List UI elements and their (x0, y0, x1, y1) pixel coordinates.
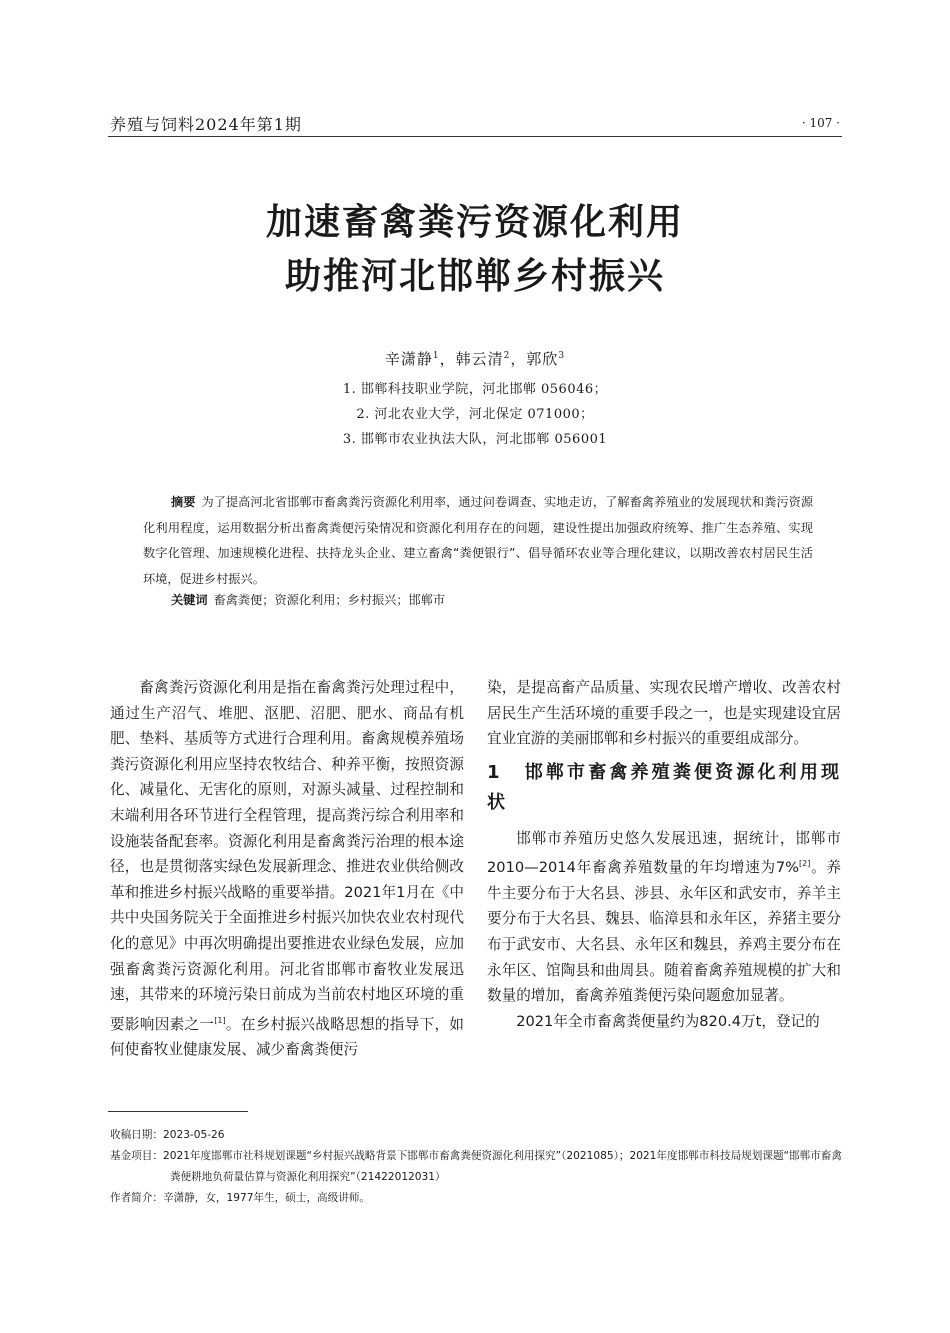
body-paragraph (487, 826, 841, 1009)
section-title: 邯郸市畜禽养殖粪便资源化利用现状 (487, 761, 841, 813)
keywords (171, 591, 445, 608)
section-heading (487, 758, 841, 818)
header-divider (108, 136, 842, 137)
citation-ref: [2] (799, 859, 811, 869)
footnote-divider (108, 1111, 248, 1112)
author-affiliation-mark: 2 (503, 351, 511, 361)
paragraph-text: 邯郸市养殖历史悠久发展迅速，据统计，邯郸市2010—2014年畜禽养殖数量的年均增速为7% (487, 829, 841, 877)
abstract-text: 为了提高河北省邯郸市畜禽粪污资源化利用率，通过问卷调查、实地走访，了解畜禽养殖业的发展现状和粪污资源化利用程度，运用数据分析出畜禽粪便污染情况和资源化利用存在的问题，建设性提出加强政府统筹、推广生态养殖、实现数字化管理、加速规模化进程、扶持龙头企业、建立畜禽“粪便银行”、倡导循环农业等合理化建议，以期改善农村居民生活环境，促进乡村振兴。 (143, 495, 814, 586)
author-bio: 作者简介：辛潇静，女，1977年生，硕士，高级讲师。 (110, 1192, 371, 1204)
fund-text: 2021年度邯郸市社科规划课题“乡村振兴战略背景下邯郸市畜禽粪便资源化利用探究”（2021085）；2021年度邯郸市科技局规划课题“邯郸市畜禽粪便耕地负荷量估算与资源化利用探究”（21422012031） (162, 1150, 842, 1183)
author-name: 郭欣 (526, 350, 559, 368)
body-paragraph (110, 675, 464, 1063)
article-title-line-2: 助推河北邯郸乡村振兴 (284, 256, 665, 297)
author-name: 辛潇静 (384, 350, 433, 368)
citation-ref: [1] (214, 1015, 226, 1025)
keywords-text: 畜禽粪便；资源化利用；乡村振兴；邯郸市 (213, 593, 446, 607)
article-title-line-1: 加速畜禽粪污资源化利用 (265, 202, 684, 243)
body-paragraph: 2021年全市畜禽粪便量约为820.4万t，登记的 (516, 1012, 820, 1030)
received-date: 收稿日期：2023-05-26 (110, 1129, 225, 1141)
body-column-right (487, 675, 841, 1034)
fund-info (110, 1146, 845, 1188)
affiliation-1: 1. 邯郸科技职业学院，河北邯郸 056046； (342, 382, 608, 397)
author-affiliation-mark: 3 (558, 351, 566, 361)
paragraph-text: 畜禽粪污资源化利用是指在畜禽粪污处理过程中，通过生产沼气、堆肥、沤肥、沼肥、肥水、商品有机肥、垫料、基质等方式进行合理利用。畜禽规模养殖场粪污资源化利用应坚持农牧结合、种养平衡，按照资源化、减量化、无害化的原则，对源头减量、过程控制和末端利用各环节进行全程管理，提高粪污综合利用率和设施装备配套率。资源化利用是畜禽粪污治理的根本途径，也是贯彻落实绿色发展新理念、推进农业供给侧改革和推进乡村振兴战略的重要举措。2021年1月在《中共中央国务院关于全面推进乡村振兴加快农业农村现代化的意见》中再次明确提出要推进农业绿色发展，应加强畜禽粪污资源化利用。河北省邯郸市畜牧业发展迅速，其带来的环境污染日前成为当前农村地区环境的重要影响因素之一 (110, 679, 464, 1033)
fund-label: 基金项目： (110, 1150, 163, 1162)
paragraph-text: 。在乡村振兴战略思想的指导下，如何使畜牧业健康发展、减少畜禽粪便污 (110, 1015, 464, 1059)
abstract-label: 摘要 (171, 495, 196, 509)
keywords-label: 关键词 (171, 593, 208, 607)
author-name: 韩云清 (455, 350, 504, 368)
page-number: · 107 · (801, 116, 840, 130)
body-paragraph: 染，是提高畜产品质量、实现农民增产增收、改善农村居民生产生活环境的重要手段之一，也是实现建设宜居宜业宜游的美丽邯郸和乡村振兴的重要组成部分。 (487, 679, 841, 748)
author-separator: ， (510, 350, 527, 368)
body-column-left (110, 675, 464, 1063)
author-affiliation-mark: 1 (432, 351, 440, 361)
paragraph-text: 。养牛主要分布于大名县、涉县、永年区和武安市，养羊主要分布于大名县、魏县、临漳县和永年区，养猪主要分布于武安市、大名县、永年区和魏县，养鸡主要分布在永年区、馆陶县和曲周县。随着畜禽养殖规模的扩大和数量的增加，畜禽养殖粪便污染问题愈加显著。 (487, 859, 841, 1005)
author-separator: ， (439, 350, 456, 368)
affiliation-2: 2. 河北农业大学，河北保定 071000； (356, 407, 594, 422)
abstract (143, 490, 813, 592)
author-list (0, 348, 950, 369)
journal-header: 养殖与饲料2024年第1期 (110, 115, 302, 134)
footnotes (110, 1125, 845, 1209)
affiliation-3: 3. 邯郸市农业执法大队，河北邯郸 056001 (342, 432, 608, 447)
section-number: 1 (487, 761, 502, 783)
